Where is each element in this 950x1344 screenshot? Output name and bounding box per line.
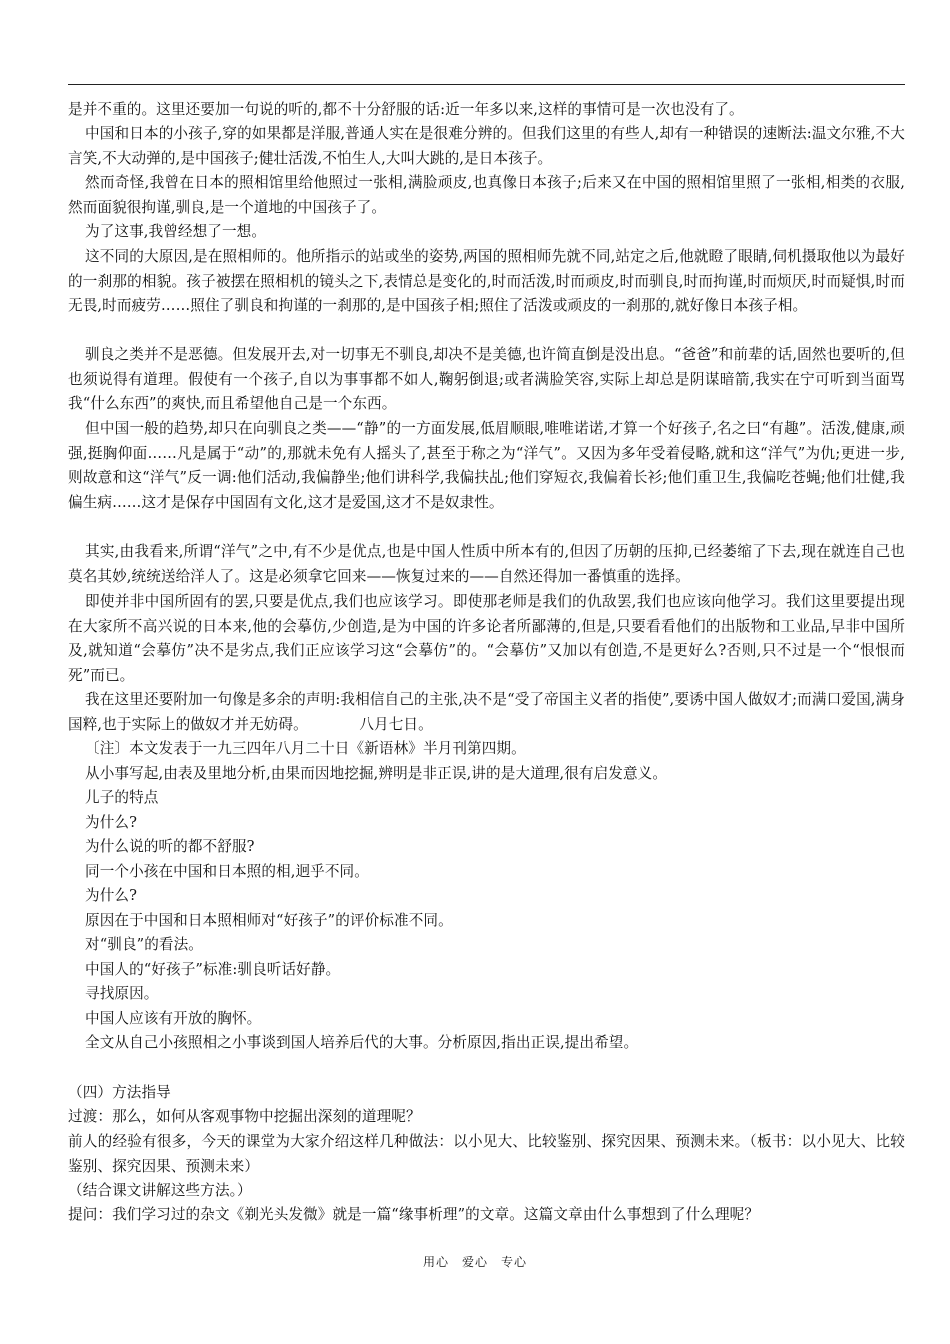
paragraph: 原因在于中国和日本照相师对“好孩子”的评价标准不同。 [85,912,453,929]
paragraph: 驯良之类并不是恶德。但发展开去,对一切事无不驯良,却决不是美德,也许简直倒是没出息。“爸爸”和前辈的话,固然也要听的,但也须说得有道理。假使有一个孩子,自以为事事都不如人,鞠躬倒退;或者满脸笑容,实际上却总是阴谋暗箭,我实在宁可听到当面骂我“什么东西”的爽快,而且希望他自己是一个东西。 [68,346,905,412]
paragraph: 对“驯良”的看法。 [85,936,203,953]
paragraph: 过渡：那么，如何从客观事物中挖掘出深刻的道理呢？ [68,1108,421,1125]
paragraph: 其实,由我看来,所谓“洋气”之中,有不少是优点,也是中国人性质中所本有的,但因了历朝的压抑,已经萎缩了下去,现在就连自己也莫名其妙,统统送给洋人了。这是必须拿它回来——恢复过来的——自然还得加一番慎重的选择。 [68,543,905,585]
paragraph: 这不同的大原因,是在照相师的。他所指示的站或坐的姿势,两国的照相师先就不同,站定之后,他就瞪了眼睛,伺机摄取他以为最好的一刹那的相貌。孩子被摆在照相机的镜头之下,表情总是变化的,时而活泼,时而顽皮,时而驯良,时而拘谨,时而烦厌,时而疑惧,时而无畏,时而疲劳……照住了驯良和拘谨的一刹那的,是中国孩子相;照住了活泼或顽皮的一刹那的,就好像日本孩子相。 [68,248,905,314]
header-rule [68,84,905,85]
paragraph: 为什么? [85,814,138,831]
paragraph: 中国和日本的小孩子,穿的如果都是洋服,普通人实在是很难分辨的。但我们这里的有些人,却有一种错误的速断法:温文尔雅,不大言笑,不大动弹的,是中国孩子;健壮活泼,不怕生人,大叫大跳的,是日本孩子。 [68,125,905,167]
paragraph: 但中国一般的趋势,却只在向驯良之类——“静”的一方面发展,低眉顺眼,唯唯诺诺,才算一个好孩子,名之曰“有趣”。活泼,健康,顽强,挺胸仰面……凡是属于“动”的,那就未免有人摇头了,甚至于称之为“洋气”。又因为多年受着侵略,就和这“洋气”为仇;更进一步,则故意和这“洋气”反一调:他们活动,我偏静坐;他们讲科学,我偏扶乩;他们穿短衣,我偏着长衫;他们重卫生,我偏吃苍蝇;他们壮健,我偏生病……这才是保存中国固有文化,这才是爱国,这才不是奴隶性。 [68,420,905,511]
paragraph: 为什么? [85,887,138,904]
paragraph: 是并不重的。这里还要加一句说的听的,都不十分舒服的话:近一年多以来,这样的事情可是一次也没有了。 [68,101,744,118]
paragraph: （四）方法指导 [68,1084,171,1101]
paragraph: 提问：我们学习过的杂文《剃光头发微》就是一篇“缘事析理”的文章。这篇文章由什么事想到了什么理呢？ [68,1206,760,1223]
paragraph: （结合课文讲解这些方法。） [68,1182,252,1199]
paragraph: 我在这里还要附加一句像是多余的声明:我相信自己的主张,决不是“受了帝国主义者的指使”,要诱中国人做奴才;而满口爱国,满身国粹,也于实际上的做奴才并无妨碍。 八月七日。 [68,691,905,733]
paragraph: 同一个小孩在中国和日本照的相,迥乎不同。 [85,863,369,880]
paragraph: 为什么说的听的都不舒服? [85,838,255,855]
paragraph: 为了这事,我曾经想了一想。 [85,223,267,240]
paragraph: 即使并非中国所固有的罢,只要是优点,我们也应该学习。即使那老师是我们的仇敌罢,我们也应该向他学习。我们这里要提出现在大家所不高兴说的日本来,他的会摹仿,少创造,是为中国的许多论者所鄙薄的,但是,只要看看他们的出版物和工业品,早非中国所及,就知道“会摹仿”决不是劣点,我们正应该学习这“会摹仿”的。“会摹仿”又加以有创造,不是更好么?否则,只不过是一个“恨恨而死”而已。 [68,593,905,684]
page-footer: 用心 爱心 专心 [422,1255,527,1269]
paragraph: 然而奇怪,我曾在日本的照相馆里给他照过一张相,满脸顽皮,也真像日本孩子;后来又在中国的照相馆里照了一张相,相类的衣服,然而面貌很拘谨,驯良,是一个道地的中国孩子了。 [68,174,905,216]
paragraph: 从小事写起,由表及里地分析,由果而因地挖掘,辨明是非正误,讲的是大道理,很有启发意义。 [85,765,668,782]
paragraph: 〔注〕本文发表于一九三四年八月二十日《新语林》半月刊第四期。 [85,740,526,757]
paragraph: 中国人的“好孩子”标准:驯良听话好静。 [85,961,341,978]
paragraph: 中国人应该有开放的胸怀。 [85,1010,262,1027]
paragraph: 寻找原因。 [85,985,159,1002]
paragraph: 全文从自己小孩照相之小事谈到国人培养后代的大事。分析原因,指出正误,提出希望。 [85,1034,639,1051]
paragraph: 儿子的特点 [85,789,159,806]
paragraph: 前人的经验有很多，今天的课堂为大家介绍这样几种做法：以小见大、比较鉴别、探究因果、预测未来。（板书：以小见大、比较鉴别、探究因果、预测未来） [68,1133,905,1175]
